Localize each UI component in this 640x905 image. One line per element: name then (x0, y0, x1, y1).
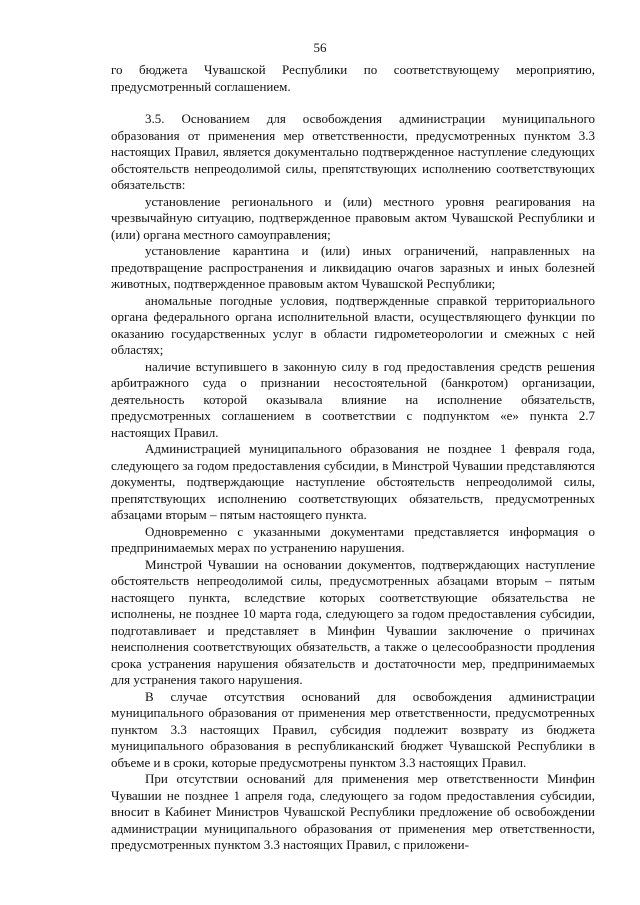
paragraph-subsidy-return: В случае отсутствия оснований для освобождения администрации муниципального образования от применения мер ответственности, предусмотренных пунктом 3.3 настоящих Правил, субсидия подлежит возврату из бюджета муниципального образования в республиканский бюджет Чувашской Республики в объеме и в сроки, которые предусмотрены пунктом 3.3 настоящих Правил. (111, 688, 595, 770)
paragraph-item-bankruptcy: наличие вступившего в законную силу в год предоставления средств решения арбитражного суда о признании несостоятельной (банкротом) организации, деятельность которой оказывала влияние на исполнение обязательств, предусмотренных соглашением в соответствии с подпунктом «е» пункта 2.7 настоящих Правил. (111, 358, 595, 440)
paragraph-minfin-proposal: При отсутствии оснований для применения мер ответственности Минфин Чувашии не позднее 1 апреля года, следующего за годом предоставления субсидии, вносит в Кабинет Министров Чувашской Республики предложение об освобождении администрации муниципального образования от применения мер ответственности, предусмотренных пунктом 3.3 настоящих Правил, с приложени- (111, 771, 595, 852)
document-body (111, 62, 595, 854)
paragraph-continuation: го бюджета Чувашской Республики по соответствующему мероприятию, предусмотренный соглашением. (111, 62, 595, 94)
paragraph-minstroy-conclusion: Минстрой Чувашии на основании документов, подтверждающих наступление обстоятельств непреодолимой силы, предусмотренных абзацами вторым – пятым настоящего пункта, вследствие которых соответствующие обязательства не исполнены, не позднее 10 марта года, следующего за годом предоставления субсидии, подготавливает и представляет в Минфин Чувашии заключение о причинах неисполнения соответствующих обязательств, а также о целесообразности продления срока устранения нарушения обязательств и достаточности мер, предпринимаемых для устранения такого нарушения. (111, 556, 595, 687)
paragraph-item-weather: аномальные погодные условия, подтвержденные справкой территориального органа федерального органа исполнительной власти, осуществляющего функции по оказанию государственных услуг в области гидрометеорологии и смежных с ней областях; (111, 292, 595, 357)
page-number: 56 (313, 40, 327, 55)
paragraph-clause-3-5: 3.5. Основанием для освобождения администрации муниципального образования от применения мер ответственности, предусмотренных пунктом 3.3 настоящих Правил, является документально подтвержденное наступление следующих обстоятельств непреодолимой силы, препятствующих исполнению соответствующих обязательств: (111, 111, 595, 192)
paragraph-measures-info: Одновременно с указанными документами представляется информация о предпринимаемых мерах по устранению нарушения. (111, 523, 595, 555)
paragraph-item-quarantine: установление карантина и (или) иных ограничений, направленных на предотвращение распространения и ликвидацию очагов заразных и иных болезней животных, подтвержденное правовым актом Чувашской Республики; (111, 243, 595, 291)
paragraph-item-emergency: установление регионального и (или) местного уровня реагирования на чрезвычайную ситуацию, подтвержденное правовым актом Чувашской Республики и (или) органа местного самоуправления; (111, 193, 595, 242)
paragraph-documents-deadline: Администрацией муниципального образования не позднее 1 февраля года, следующего за годом предоставления субсидии, в Минстрой Чувашии представляются документы, подтверждающие наступление обстоятельств непреодолимой силы, препятствующих исполнению соответствующих обязательств, предусмотренных абзацами вторым – пятым настоящего пункта. (111, 441, 595, 522)
